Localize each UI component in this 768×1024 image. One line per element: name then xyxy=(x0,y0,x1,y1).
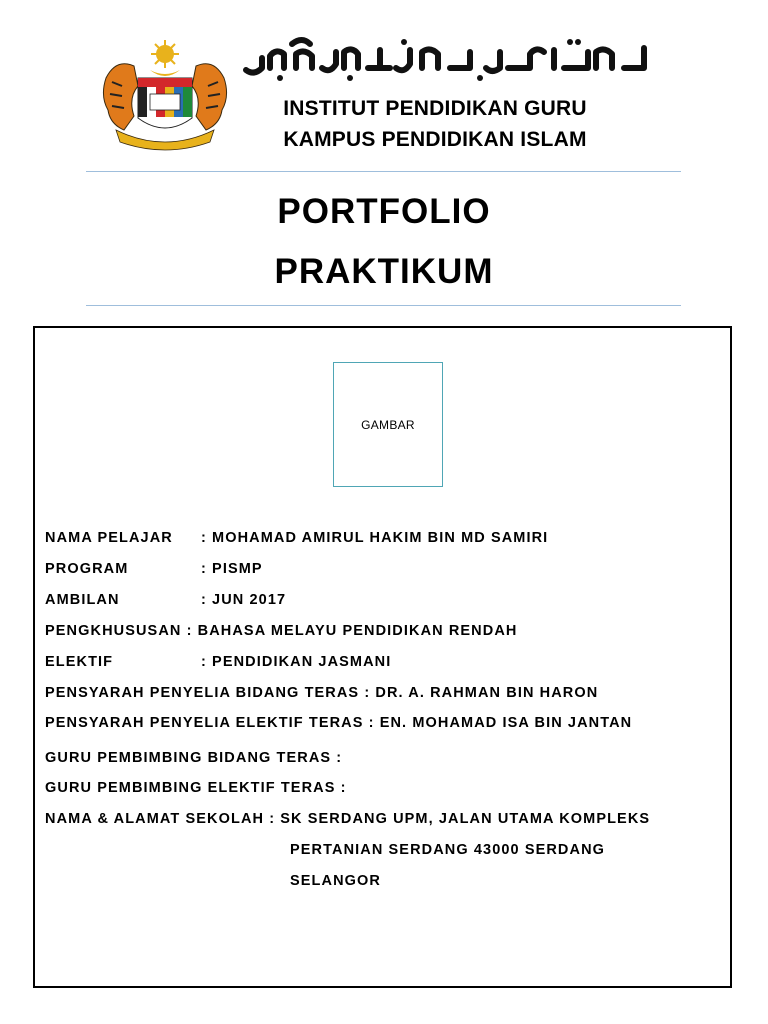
campus-name: KAMPUS PENDIDIKAN ISLAM xyxy=(283,128,587,151)
jawi-wordmark-logo xyxy=(240,34,650,86)
document-title-line1: PORTFOLIO xyxy=(277,192,491,231)
field-sekolah-line2: PERTANIAN SERDANG 43000 SERDANG xyxy=(290,842,606,858)
field-pensyarah-elektif: PENSYARAH PENYELIA ELEKTIF TERAS : EN. MOHAMAD ISA BIN JANTAN xyxy=(45,715,633,731)
photo-label: GAMBAR xyxy=(361,417,415,432)
elektif-label: ELEKTIF xyxy=(45,654,114,670)
ambilan-label: AMBILAN xyxy=(45,592,120,608)
program-label: PROGRAM xyxy=(45,561,129,577)
nama-value: : MOHAMAD AMIRUL HAKIM BIN MD SAMIRI xyxy=(201,530,549,546)
coat-of-arms-logo xyxy=(98,38,232,152)
field-pensyarah-teras: PENSYARAH PENYELIA BIDANG TERAS : DR. A. RAHMAN BIN HARON xyxy=(45,685,599,701)
field-sekolah-line3: SELANGOR xyxy=(290,873,381,889)
field-guru-elektif: GURU PEMBIMBING ELEKTIF TERAS : xyxy=(45,780,347,796)
field-ambilan xyxy=(45,592,286,608)
field-pengkhususan: PENGKHUSUSAN : BAHASA MELAYU PENDIDIKAN RENDAH xyxy=(45,623,518,639)
document-title-line2: PRAKTIKUM xyxy=(274,252,494,291)
photo-placeholder xyxy=(333,362,443,487)
field-guru-teras: GURU PEMBIMBING BIDANG TERAS : xyxy=(45,750,343,766)
program-value: : PISMP xyxy=(201,561,263,577)
nama-label: NAMA PELAJAR xyxy=(45,530,173,546)
field-elektif xyxy=(45,654,391,670)
ambilan-value: : JUN 2017 xyxy=(201,592,287,608)
elektif-value: : PENDIDIKAN JASMANI xyxy=(201,654,392,670)
divider-top xyxy=(86,171,681,172)
divider-bottom xyxy=(86,305,681,306)
field-sekolah: NAMA & ALAMAT SEKOLAH : SK SERDANG UPM, JALAN UTAMA KOMPLEKS xyxy=(45,811,651,827)
field-nama-pelajar xyxy=(45,530,548,546)
institute-name: INSTITUT PENDIDIKAN GURU xyxy=(283,97,587,120)
field-program xyxy=(45,561,263,577)
